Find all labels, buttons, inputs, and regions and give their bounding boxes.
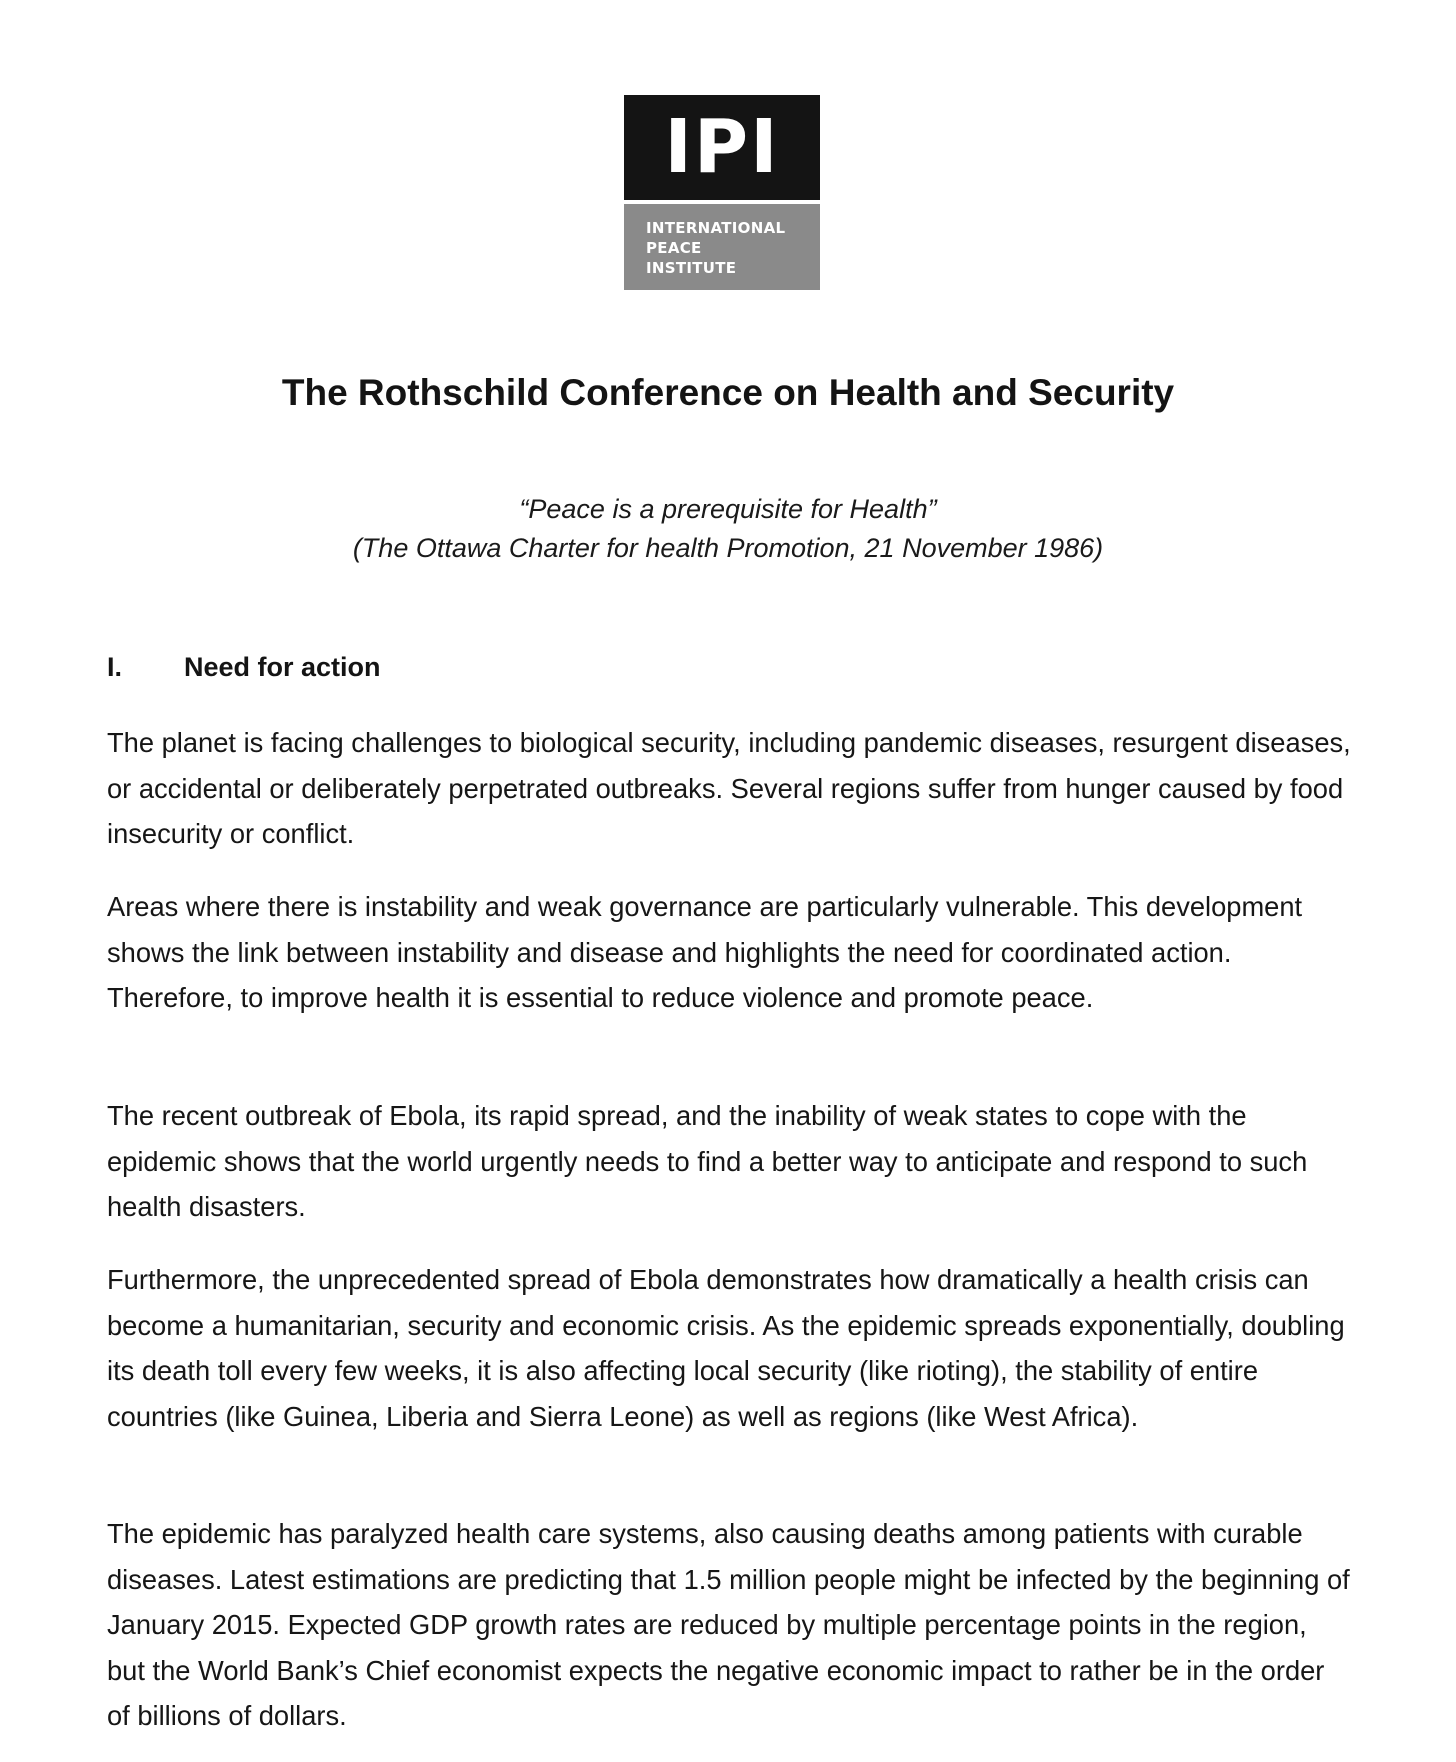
paragraph: Areas where there is instability and weak governance are particularly vulnerable. This development shows the link between instability and disease and highlights the need for coordinated action. Therefore, to improve health it is essential to reduce violence and promote peace. <box>107 891 1303 1013</box>
logo-full-name <box>624 204 820 290</box>
epigraph-source: (The Ottawa Charter for health Promotion, 21 November 1986) <box>352 533 1104 563</box>
paragraph: Furthermore, the unprecedented spread of Ebola demonstrates how dramatically a health crisis can become a humanitarian, security and economic crisis. As the epidemic spreads exponentially, doubling its death toll every few weeks, it is also affecting local security (like rioting), the stability of entire countries (like Guinea, Liberia and Sierra Leone) as well as regions (like West Africa). <box>107 1264 1345 1432</box>
paragraph: The epidemic has paralyzed health care systems, also causing deaths among patients with curable diseases. Latest estimations are predicting that 1.5 million people might be infected by the beginning of January 2015. Expected GDP growth rates are reduced by multiple percentage points in the region, but the World Bank’s Chief economist expects the negative economic impact to rather be in the order of billions of dollars. <box>107 1518 1350 1731</box>
logo-acronym: IPI <box>624 95 820 200</box>
paragraph: The recent outbreak of Ebola, its rapid spread, and the inability of weak states to cope with the epidemic shows that the world urgently needs to find a better way to anticipate and respond to such health disasters. <box>107 1100 1308 1222</box>
document-title: The Rothschild Conference on Health and Security <box>281 372 1175 413</box>
logo-line-3: INSTITUTE <box>646 259 737 277</box>
section-title: Need for action <box>184 652 381 682</box>
ipi-logo <box>624 95 820 290</box>
logo-line-1: INTERNATIONAL <box>646 219 786 237</box>
section-heading <box>107 652 381 683</box>
logo-line-2: PEACE <box>646 239 702 257</box>
paragraph: The planet is facing challenges to biological security, including pandemic diseases, resurgent diseases, or accidental or deliberately perpetrated outbreaks. Several regions suffer from hunger caused by food insecurity or conflict. <box>107 727 1351 849</box>
section-number: I. <box>107 652 123 682</box>
epigraph-quote: “Peace is a prerequisite for Health” <box>519 494 937 524</box>
